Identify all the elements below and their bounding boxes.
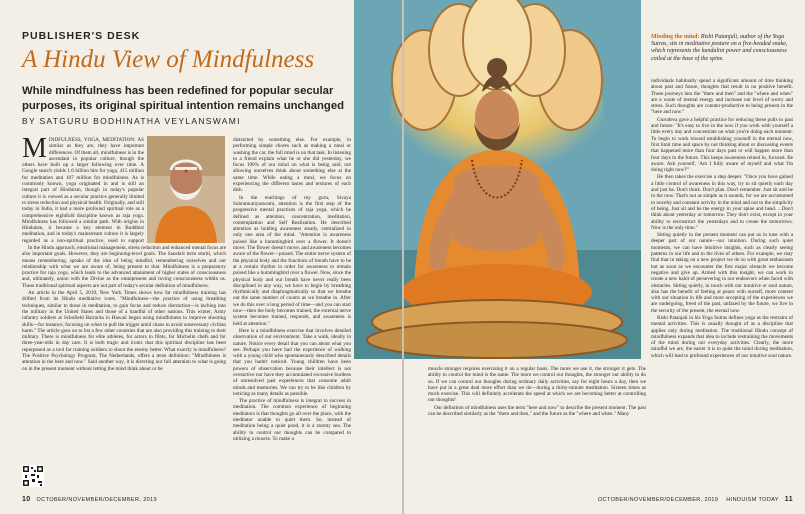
magazine-name: HINDUISM TODAY [726, 497, 779, 503]
footer-left [22, 496, 157, 503]
article-column-1 [22, 137, 144, 245]
article-column-4 [651, 78, 793, 492]
paragraph: In the teachings of my guru, Sivaya Subramuniyaswami, attention is the first step of the progressive mental practices of raja yoga, which he defined as attention, concentration, meditation, contemplation and Self Realization. He described attention as holding awareness steady, centralized in only one area of the mind. "Attention is awareness poised like a hummingbird over a flower. It doesn't move. The flower doesn't move, and awareness becomes aware of the flower—poised. The entire nerve system of the physical body and the functions of breath have to be at a certain rhythm in order for awareness to remain poised like a hummingbird over a flower. Now, since the physical body and our breath have never really been disciplined in any way, we have to begin by breathing rhythmically and diaphragmatically so that we breathe out the same number of counts as we breathe in. After we do this over a long period of time—and you can start now—then the body becomes trained, the external nerve system becomes trained, responds, and awareness is held at attention." [233, 194, 351, 327]
paragraph: The practice of mindfulness is integral to success in meditation. The common experience of beginning meditators is that thoughts go all over the place, with the meditator unable to quiet them. So, instead of meditation being a quiet pond, it is a stormy sea. The ability to control our thoughts can be compared to utilizing a muscle. To make a [233, 398, 351, 442]
issue-date-right: OCTOBER/NOVEMBER/DECEMBER, 2019 [597, 497, 719, 503]
paragraph: Gurudeva gave a helpful practice for reducing these pulls to past and future: "It's easy to live in the now if you work with yourself a little every day and concentrate on what you're doing each moment. To begin to work toward establishing yourself in the eternal now, first limit time and space by not thinking about or discussing events that happened more than four days past or will happen more than four days in the future. This keeps awareness reined in, focused. Be aware. Ask yourself, 'Am I fully aware of myself and what I'm doing right now?'" [651, 116, 793, 174]
caption-title: Minding the mind: [651, 34, 700, 40]
paragraph: An article in the April 5, 2019, New York Times shows how far mindfulness training has drifted from its Hindu meditative roots. "Mindfulness—the practice of using breathing techniques, similar to those in meditation, to gain focus and reduce distraction—is inching into the military in the United States and those of a handful of other nations. This winter, Army infantry soldiers at Schofield Barracks in Hawaii began using mindfulness to improve shooting skills—for instance, focusing on when to pull the trigger amid chaos to avoid unnecessary civilian harm." The article goes on to list a few other countries that are also providing this training to their military. There is mindfulness for elite athletes, for actors in films, for Michelin chefs and for three-year-olds in day care. It is both tragic and ironic that this spiritual discipline has been repurposed as a tool for training soldiers to shoot the enemy better. What exactly is mindfulness? The Positive Psychology Program, The Netherlands, offers a terse definition: "Mindfulness is attention in the here and now." Said another way, it is directing our full attention to what is going on in the present moment without letting the mind think about or be [22, 290, 226, 372]
headline: A Hindu View of Mindfulness [22, 46, 315, 73]
section-label: PUBLISHER'S DESK [22, 30, 141, 42]
art-credit: RAJASEKHARAN PARAMESWARAN [622, 261, 626, 320]
byline: BY SATGURU BODHINATHA VEYLANSWAMI [22, 116, 241, 126]
footer-right [598, 496, 793, 503]
paragraph: distracted by something else. For example, in performing simple chores such as making a meal or washing the car, the full mind is on that task. In listening to a friend explain what he or she did yesterday, we focus 100% of our mind on what is being said, not allowing ourselves think about something else at the same time. While eating a meal, we focus on experiencing the different tastes and textures of each dish. [233, 137, 351, 194]
dropcap: M [22, 137, 47, 164]
deck: While mindfulness has been redefined for popular secular purposes, its original spiritual intention remains unchanged [22, 85, 345, 112]
paragraph: He then takes the exercise a step deeper. "Once you have gained a little control of awareness in this way, try to sit quietly each day and just be. Don't think. Don't plan. Don't remember. Just sit and be in the now. That's not as simple as it sounds, for we are accustomed to novelty and constant activity in the mind and not to the simplicity of being. Just sit and be the energy in your spine and head. ...Don't think about yesterday or tomorrow. They don't exist, except in your ability to reconstruct the yesterdays and to create the tomorrows. Now is the only time." [651, 174, 793, 231]
patanjali-illustration [354, 0, 641, 359]
page-gutter [402, 0, 404, 514]
paragraph: Sitting quietly in the present moment can put us in tune with a deeper part of our nature—our intuition. During such quiet moments, we can have intuitive insights, such as clearly seeing patterns in our life and in the lives of others. For example, we may find that in taking on a new project we do so with great enthusiasm but as soon as we encounter the first major obstacle we become negative and give up. Armed with this insight, we can work to create a new habit of persevering in our endeavors when faced with obstacles. Sitting quietly, in touch with our intuitive or soul nature, also has the benefit of feeling at peace with ourself, more content with our situation in life and more accepting of the experiences we are undergoing, freed of the past, unfazed by the future, we live in the security of the present, the eternal now. [651, 232, 793, 314]
caption-text: Rishi Patanjali, author of the Yoga Sutras, sits in meditative posture on a five-headed snake, which represents the kundalini power and consciousness coiled at the base of the spine. [651, 34, 788, 62]
article-column-3 [428, 366, 646, 492]
paragraph: muscle stronger requires exercising it on a regular basis. The more we use it, the stronger it gets. The ability to control the mind is the same. The more we control our thoughts, the stronger our ability to do so. If we can control our thoughts during ordinary daily activities, say for eight hours a day, then we have put in a great deal more effort than we do—during a thirty-minute meditation. Sixteen times as much exercise. This will definitely accelerate the speed at which we are becoming better at controlling our thoughts! [428, 366, 646, 404]
issue-date-left: OCTOBER/NOVEMBER/DECEMBER, 2019 [36, 497, 158, 503]
paragraph: Here is a mindfulness exercise that involves detailed observation of our environment. Take a walk, ideally in nature. Notice every detail that you can about what you see. Perhaps you have had the experience of walking with a young child who spontaneously described details that you hadn't noticed. Young children have keen powers of observation because their intellect is not overactive nor have they accumulated excessive burdens of unresolved past experiences that consume adult minds and memories. We can try to be like children by noticing as many details as possible. [233, 327, 351, 397]
paragraph: In the Hindu approach, emotional management, stress reduction and enhanced mental focus are also important goals. However, they are beginning-level goals. The Sanskrit term smriti, which means remembering, speaks of the idea of being mindful, remembering ourselves and our relationship with what we are aware of, being present to that. Mindfulness is a preparatory practice for raja yoga, which leads to the advanced attainment of higher states of consciousness and, ultimately, union with the Divine as the omnipresent and loving consciousness within us. These traditional spiritual aspects are not part of today's secular definition of mindfulness. [22, 245, 226, 289]
author-portrait [147, 136, 225, 243]
article-column-1-lower [22, 245, 226, 461]
paragraph: INDFULNESS, YOGA, MEDITATION: AS similar as they are, they have important differences. Of them all, mindfulness is in the ascendant in popular culture, though the others have built up a larger following over time. A Google search yields 1.6 billion hits for yoga, 415 million for meditation and 107 million for mindfulness. As is commonly known, yoga originated in and is still an integral part of Hinduism, though in today's popular culture it is viewed as a secular practice generally limited to stress reduction and physical health. Originally, and still today in India, it had a more profound spiritual role as a comprehensive eightfold discipline known as raja yoga. Mindfulness has followed a similar path. With origins in Hinduism, it became a key element in Buddhist meditation, and in today's mainstream culture it is largely regarded as a non-spiritual practice, used to support [22, 137, 144, 244]
article-column-2 [233, 137, 351, 461]
image-caption [651, 34, 793, 63]
page-number-right: 11 [784, 496, 793, 503]
qr-code-icon[interactable] [22, 465, 44, 487]
paragraph: Our definition of mindfulness uses the term "here and now" to describe the present moment. The past can be described similarly as the "there and then," and the future as the "where and when." Many [428, 404, 646, 418]
paragraph: Rishi Patanjali in his Yoga Sutras defines yoga as the restraint of mental activities. This is usually thought of as a discipline that applies only during meditation. The traditional Hindu concept of mindfulness expands that idea to include restraining the movements of the mind during our everyday activities. Clearly, the more mindful we are, the easier it is to quiet the mind during meditation, which will lead to profound experiences of our intuitive soul nature. [651, 314, 793, 359]
page-number-left: 10 [22, 496, 31, 503]
paragraph: individuals habitually spend a significant amount of time thinking about past and future, thoughts that result in no positive benefit. These journeys into the "there and then" and the "where and when" are a waste of mental energy and increase our level of worry and stress. Such thoughts are counter-productive to being present in the "here and now." [651, 78, 793, 116]
